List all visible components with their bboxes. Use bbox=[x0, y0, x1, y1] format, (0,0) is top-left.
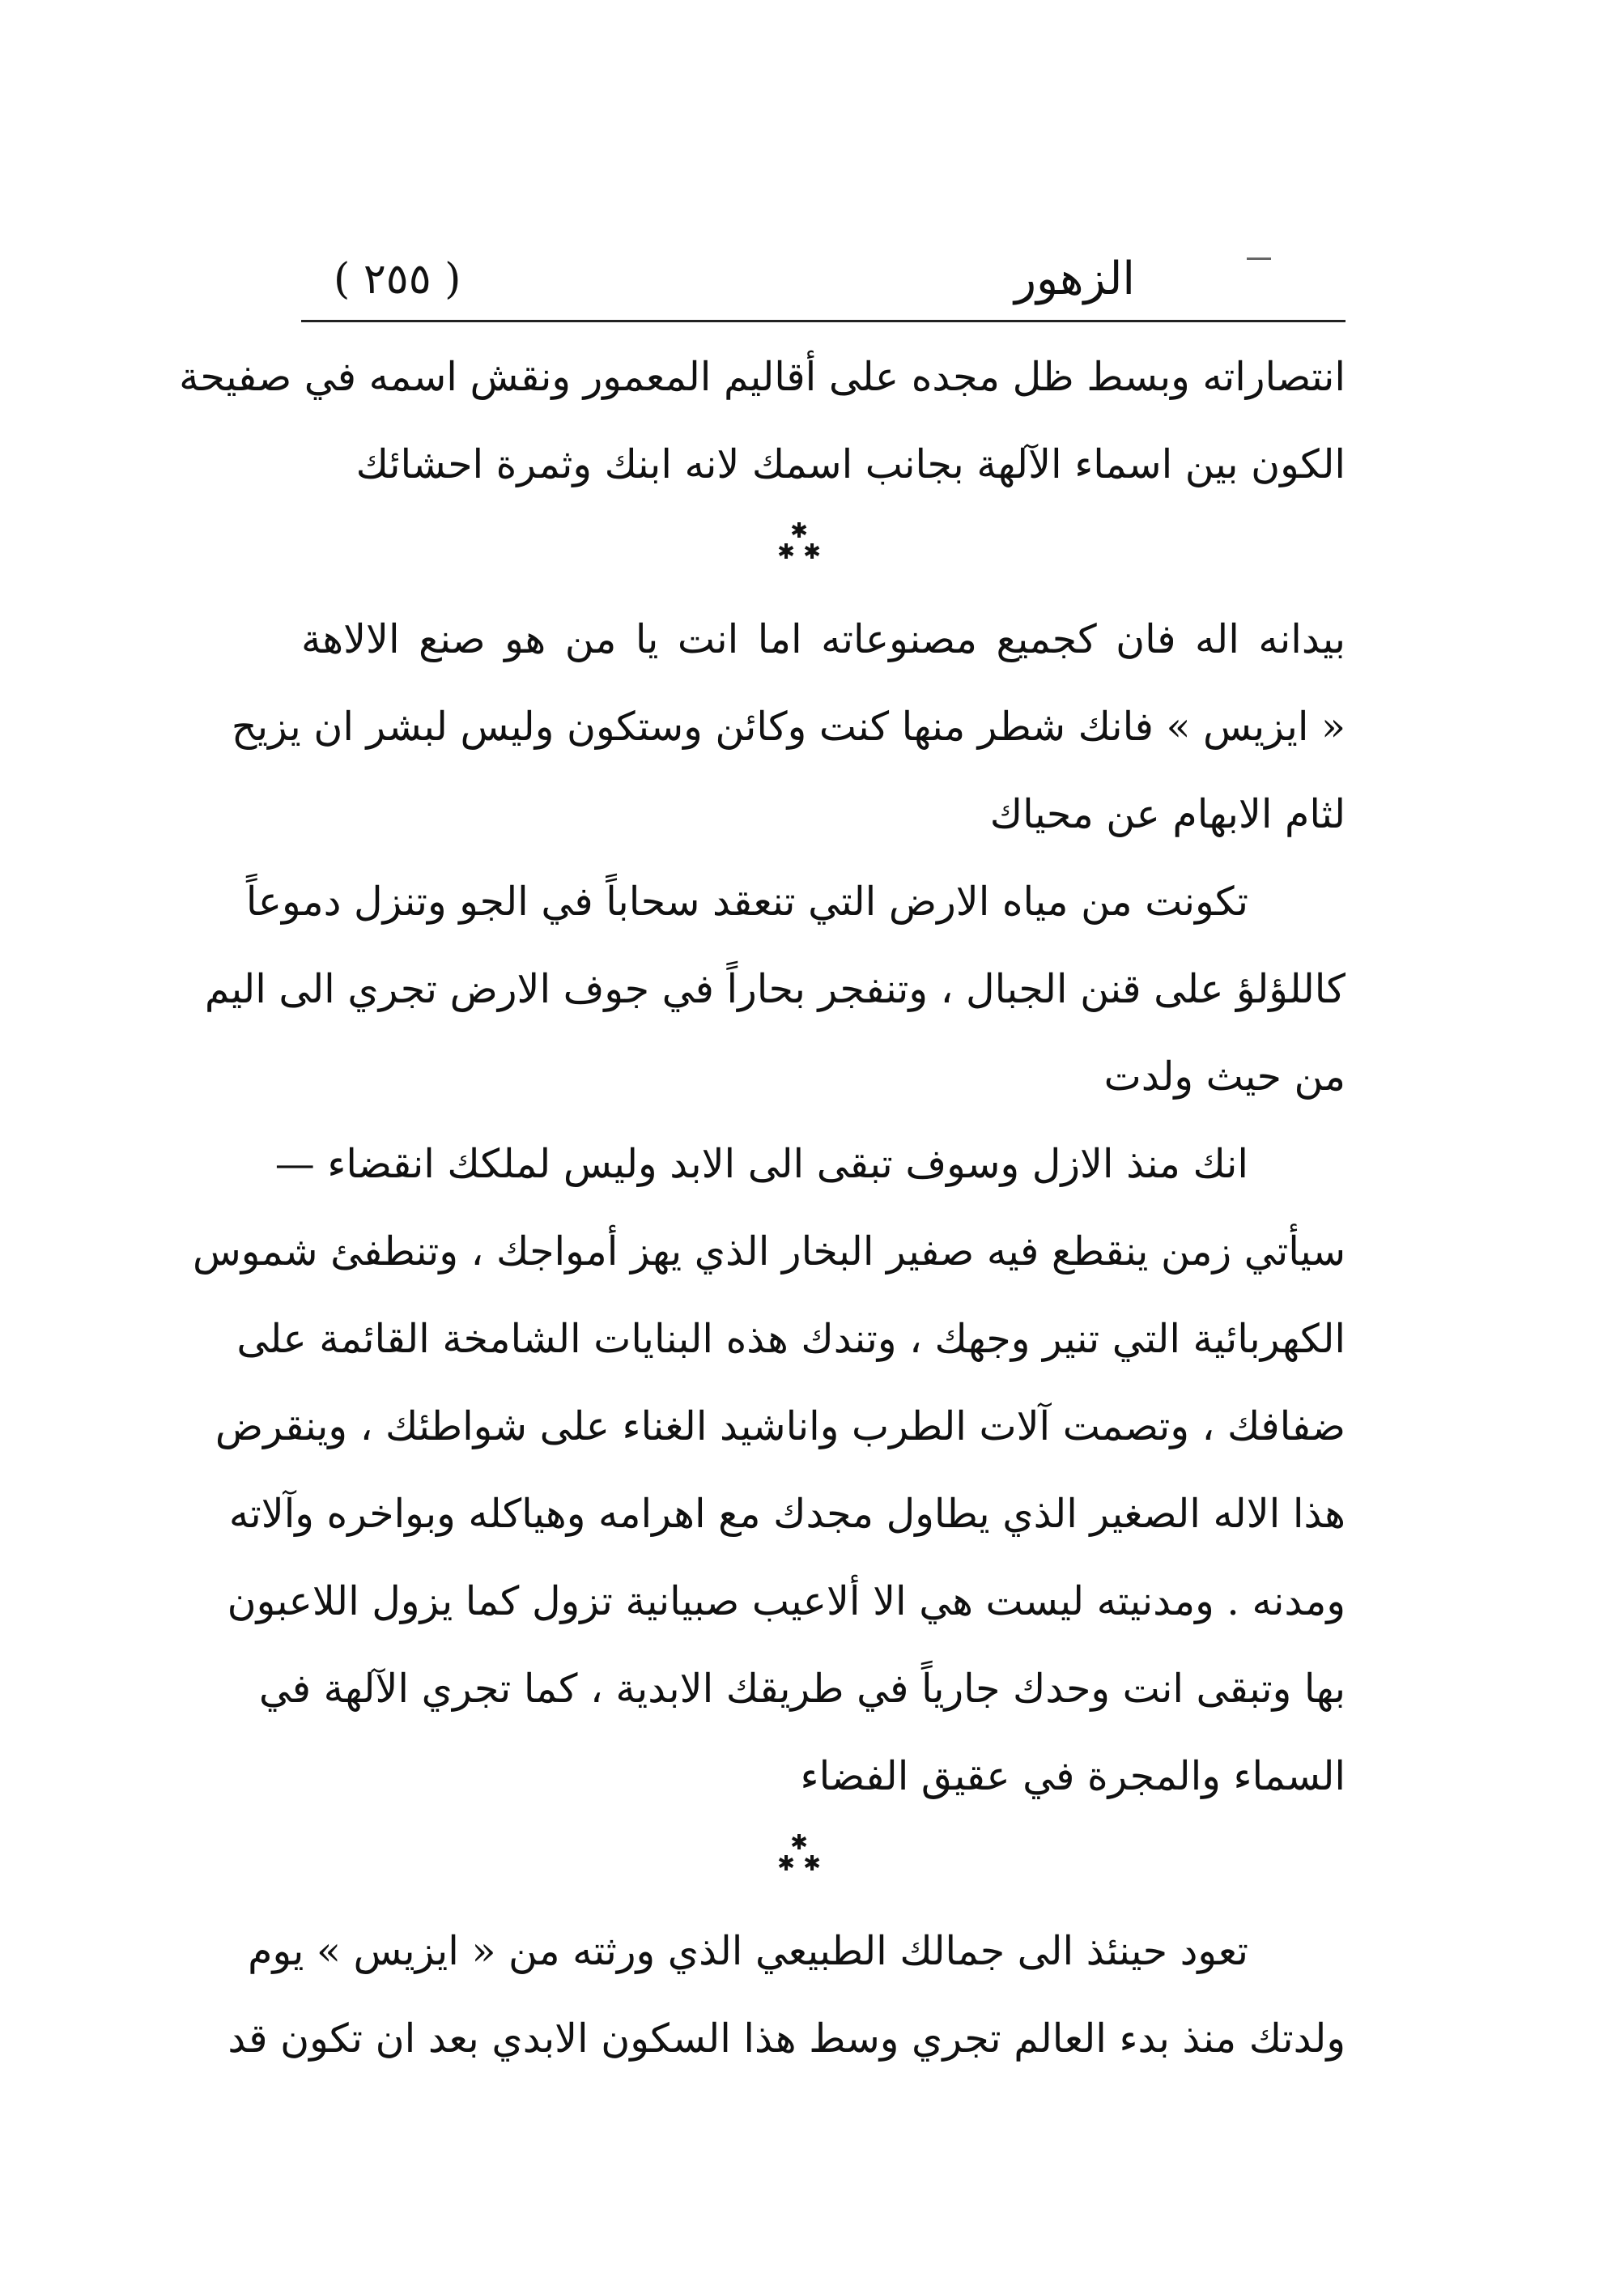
svg-text:✱: ✱ bbox=[803, 1852, 821, 1876]
text-line: انك منذ الازل وسوف تبقى الى الابد وليس لملكك انقضاء — bbox=[274, 1141, 1248, 1187]
text-line: لثام الابهام عن محياك bbox=[989, 791, 1346, 837]
text-line: كاللؤلؤ على قنن الجبال ، وتنفجر بحاراً في جوف الارض تجري الى اليم bbox=[204, 966, 1346, 1012]
paragraph bbox=[179, 334, 1346, 509]
svg-text:✱: ✱ bbox=[790, 1831, 808, 1855]
text-line: الكون بين اسماء الآلهة بجانب اسمك لانه ابنك وثمرة احشائك bbox=[355, 441, 1346, 487]
page-header bbox=[301, 243, 1346, 316]
text-line: بيدانه اله فان كجميع مصنوعاته اما انت يا من هو صنع الالاهة bbox=[301, 616, 1346, 662]
svg-text:✱: ✱ bbox=[777, 540, 795, 564]
header-rule bbox=[301, 320, 1346, 322]
text-line: تعود حينئذ الى جمالك الطبيعي الذي ورثته من « ايزيس » يوم bbox=[248, 1928, 1248, 1974]
text-line: هذا الاله الصغير الذي يطاول مجدك مع اهرامه وهياكله وبواخره وآلاته bbox=[228, 1491, 1346, 1537]
asterism-separator bbox=[301, 509, 1346, 596]
paragraph bbox=[231, 596, 1346, 858]
page-number: ( ٢٥٥ ) bbox=[334, 255, 461, 304]
asterism-icon bbox=[775, 520, 823, 568]
asterism-icon bbox=[775, 1832, 823, 1880]
paragraph bbox=[192, 1121, 1346, 1820]
text-line: تكونت من مياه الارض التي تنعقد سحاباً في الجو وتنزل دموعاً bbox=[245, 879, 1248, 925]
asterism-separator bbox=[301, 1820, 1346, 1908]
page-body bbox=[179, 334, 1346, 2083]
text-line: من حيث ولدت bbox=[1103, 1053, 1346, 1100]
text-line: السماء والمجرة في عقيق الفضاء bbox=[800, 1753, 1346, 1799]
text-line: بها وتبقى انت وحدك جارياً في طريقك الابدية ، كما تجري الآلهة في bbox=[258, 1666, 1346, 1712]
svg-text:✱: ✱ bbox=[790, 519, 808, 543]
running-title: الزهور bbox=[1014, 253, 1135, 305]
text-line: ولدتك منذ بدء العالم تجري وسط هذا السكون الابدي بعد ان تكون قد bbox=[227, 2015, 1346, 2062]
text-line: ضفافك ، وتصمت آلات الطرب واناشيد الغناء على شواطئك ، وينقرض bbox=[215, 1403, 1346, 1449]
text-line: الكهربائية التي تنير وجهك ، وتندك هذه البنايات الشامخة القائمة على bbox=[236, 1316, 1346, 1362]
text-line: « ايزيس » فانك شطر منها كنت وكائن وستكون وليس لبشر ان يزيح bbox=[231, 704, 1346, 750]
text-line: ومدنه . ومدنيته ليست هي الا ألاعيب صبيانية تزول كما يزول اللاعبون bbox=[227, 1578, 1346, 1624]
paragraph bbox=[204, 858, 1346, 1121]
paragraph bbox=[227, 1908, 1346, 2083]
text-line: سيأتي زمن ينقطع فيه صفير البخار الذي يهز أمواجك ، وتنطفئ شموس bbox=[192, 1228, 1346, 1275]
svg-text:✱: ✱ bbox=[777, 1852, 795, 1876]
text-line: انتصاراته وبسط ظل مجده على أقاليم المعمور ونقش اسمه في صفيحة bbox=[179, 354, 1346, 400]
svg-text:✱: ✱ bbox=[803, 540, 821, 564]
